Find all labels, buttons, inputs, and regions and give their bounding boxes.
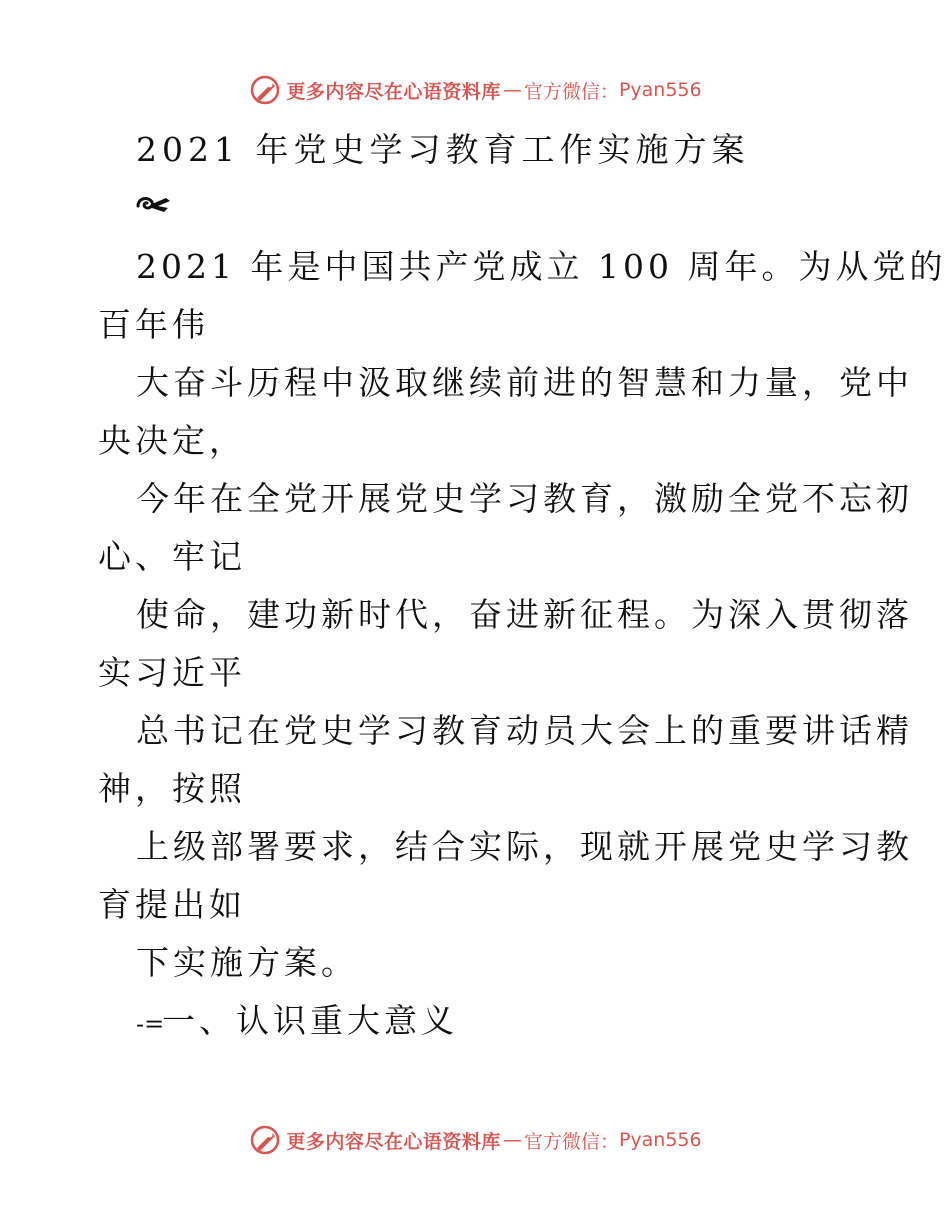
paragraph-line: 央决定， [98,421,246,460]
pen-logo-icon [248,1123,282,1157]
paragraph-line: 使命，建功新时代，奋进新征程。为深入贯彻落 [136,595,913,634]
paragraph-line: 大奋斗历程中汲取继续前进的智慧和力量，党中 [136,363,913,402]
paragraph-line: 育提出如 [98,885,246,924]
section-heading [98,992,858,1050]
paragraph-line: 神，按照 [98,769,246,808]
watermark-sub-text: 官方微信： [523,80,619,103]
watermark-id: Pyan556 [618,79,702,101]
pen-logo-icon [248,73,282,107]
heading-mark: -= [136,1010,165,1038]
paragraph-line: 实习近平 [98,653,246,692]
ornament-icon [134,192,174,218]
paragraph-line: 上级部署要求，结合实际，现就开展党史学习教 [136,827,913,866]
paragraph-line: 下实施方案。 [136,943,358,982]
watermark-footer [0,1120,950,1160]
watermark-dash: — [502,1129,522,1151]
document-body [98,238,947,1050]
watermark-main-text: 更多内容尽在心语资料库 [286,80,501,103]
watermark-header [0,70,950,110]
section-heading-text: 一、认识重大意义 [162,1001,458,1040]
document-title: 2021 年党史学习教育工作实施方案 [136,130,750,169]
paragraph-line: 百年伟 [98,305,209,344]
watermark-dash: — [502,79,522,101]
watermark-main-text: 更多内容尽在心语资料库 [286,1130,501,1153]
paragraph-line: 心、牢记 [98,537,246,576]
paragraph-line: 今年在全党开展党史学习教育，激励全党不忘初 [136,479,913,518]
watermark-id: Pyan556 [618,1129,702,1151]
watermark-sub-text: 官方微信： [523,1130,619,1153]
paragraph-line: 总书记在党史学习教育动员大会上的重要讲话精 [136,711,913,750]
paragraph-line: 2021 年是中国共产党成立 100 周年。为从党的 [136,247,947,286]
